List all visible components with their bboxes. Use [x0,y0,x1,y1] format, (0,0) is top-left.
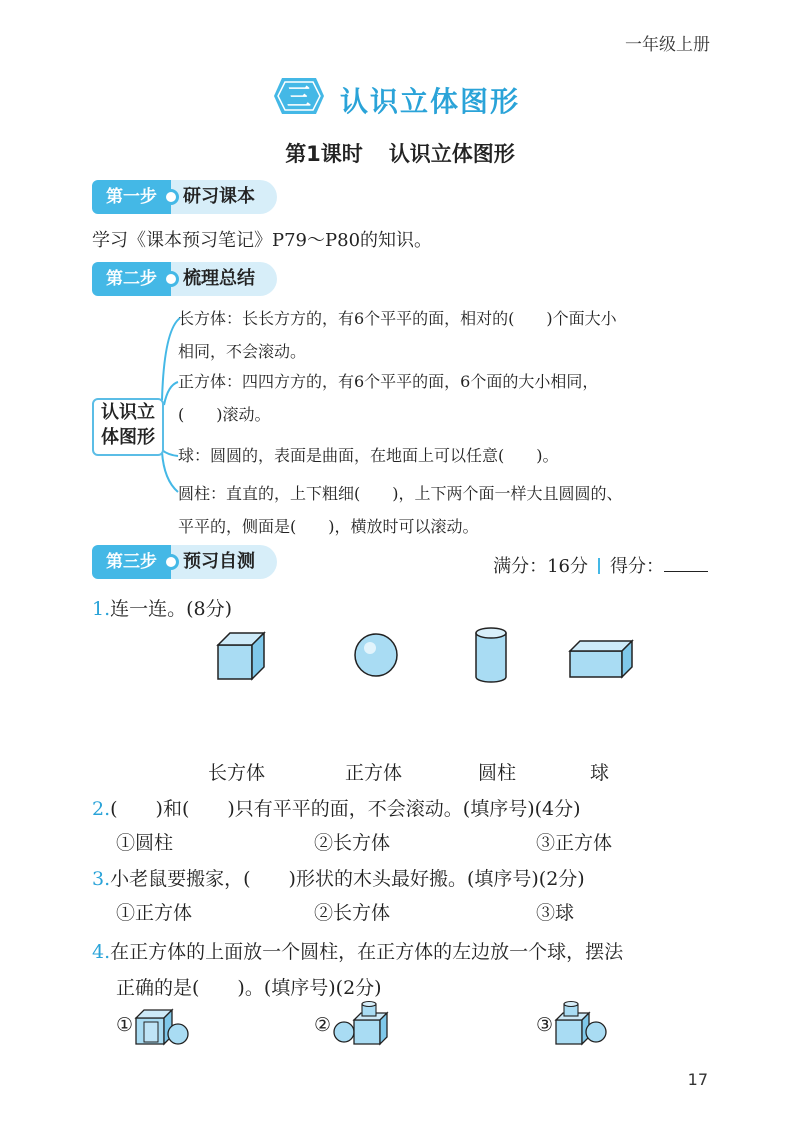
q4-option-2-figure [332,1000,392,1048]
branch-cube [178,365,598,431]
q4-option-2-label: ② [314,1014,332,1036]
q3-option-2: ②长方体 [314,902,391,924]
step3-header [92,545,277,579]
score-divider [598,558,600,574]
cube-icon [218,633,264,679]
label-sphere: 球 [590,762,610,784]
q1-text: 连一连。(8分) [110,598,233,620]
sphere-icon [355,634,397,676]
q4-line1: 在正方体的上面放一个圆柱，在正方体的左边放一个球，摆法 [110,941,624,963]
q2-option-2: ②长方体 [314,832,391,854]
unit-title: 认识立体图形 [340,85,521,118]
step1-dot-icon [163,189,179,205]
grade-label: 一年级上册 [625,35,710,55]
q1-shapes [210,625,640,685]
unit-badge-icon [272,76,326,116]
q3-text: 小老鼠要搬家，( )形状的木头最好搬。(填序号)(2分) [110,868,585,890]
branch-cuboid [178,302,617,368]
q4-option-3-figure [554,1000,610,1048]
step1-text: 学习《课本预习笔记》P79～P80的知识。 [92,230,433,251]
unit-badge-number: 三 [287,83,311,111]
q2-text: ( )和( )只有平平的面，不会滚动。(填序号)(4分) [110,798,581,820]
q1 [92,594,232,621]
q4-option-1-label: ① [116,1014,134,1036]
label-cuboid: 长方体 [208,762,266,784]
cuboid-icon [570,641,632,677]
q2-option-3: ③正方体 [536,832,613,854]
q4-option-1-figure [134,1004,190,1048]
q2-option-1: ①圆柱 [116,832,174,854]
branch-cuboid-line1: 长方体：长长方方的，有6个平平的面，相对的( )个面大小 [178,309,617,328]
mindmap-center [92,398,164,456]
q3-option-1: ①正方体 [116,902,193,924]
step2-name: 梳理总结 [171,262,277,296]
branch-cylinder-line2: 平平的，侧面是( )，横放时可以滚动。 [178,517,479,536]
lesson-number: 第1课时 [285,142,363,166]
q4-number: 4. [92,941,111,963]
q1-number: 1. [92,598,111,620]
q4-option-3-label: ③ [536,1014,554,1036]
step1-tag: 第一步 [92,180,171,214]
lesson-heading [0,138,800,168]
q4-line2: 正确的是( )。(填序号)(2分) [116,977,382,999]
score-blank[interactable] [664,571,708,572]
step3-dot-icon [163,554,179,570]
step1-header [92,180,277,214]
score-label: 得分： [610,556,664,577]
step3-tag: 第三步 [92,545,171,579]
label-cube: 正方体 [345,762,403,784]
branch-sphere-line1: 球：圆圆的，表面是曲面，在地面上可以任意( )。 [178,446,559,465]
step2-header [92,262,277,296]
q4 [92,934,623,1006]
step1-name: 研习课本 [171,180,277,214]
branch-cylinder [178,477,623,543]
label-cylinder: 圆柱 [478,762,517,784]
cylinder-icon [476,628,506,682]
q2-number: 2. [92,798,111,820]
q3-option-3: ③球 [536,902,575,924]
step2-tag: 第二步 [92,262,171,296]
mindmap-center-line1: 认识立 [101,402,155,423]
branch-cylinder-line1: 圆柱：直直的，上下粗细( )，上下两个面一样大且圆圆的、 [178,484,623,503]
q2 [92,794,581,821]
q3-number: 3. [92,868,111,890]
step3-name: 预习自测 [171,545,277,579]
branch-cube-line2: ( )滚动。 [178,405,271,424]
step2-dot-icon [163,271,179,287]
branch-sphere [178,439,559,472]
branch-cube-line1: 正方体：四四方方的，有6个平平的面，6个面的大小相同， [178,372,599,391]
branch-cuboid-line2: 相同，不会滚动。 [178,342,307,361]
full-score: 满分：16分 [493,556,588,577]
lesson-title: 认识立体图形 [388,142,515,166]
page-number: 17 [687,1070,708,1089]
score-box [493,552,708,578]
q3 [92,864,585,891]
mindmap-center-line2: 体图形 [101,427,155,448]
